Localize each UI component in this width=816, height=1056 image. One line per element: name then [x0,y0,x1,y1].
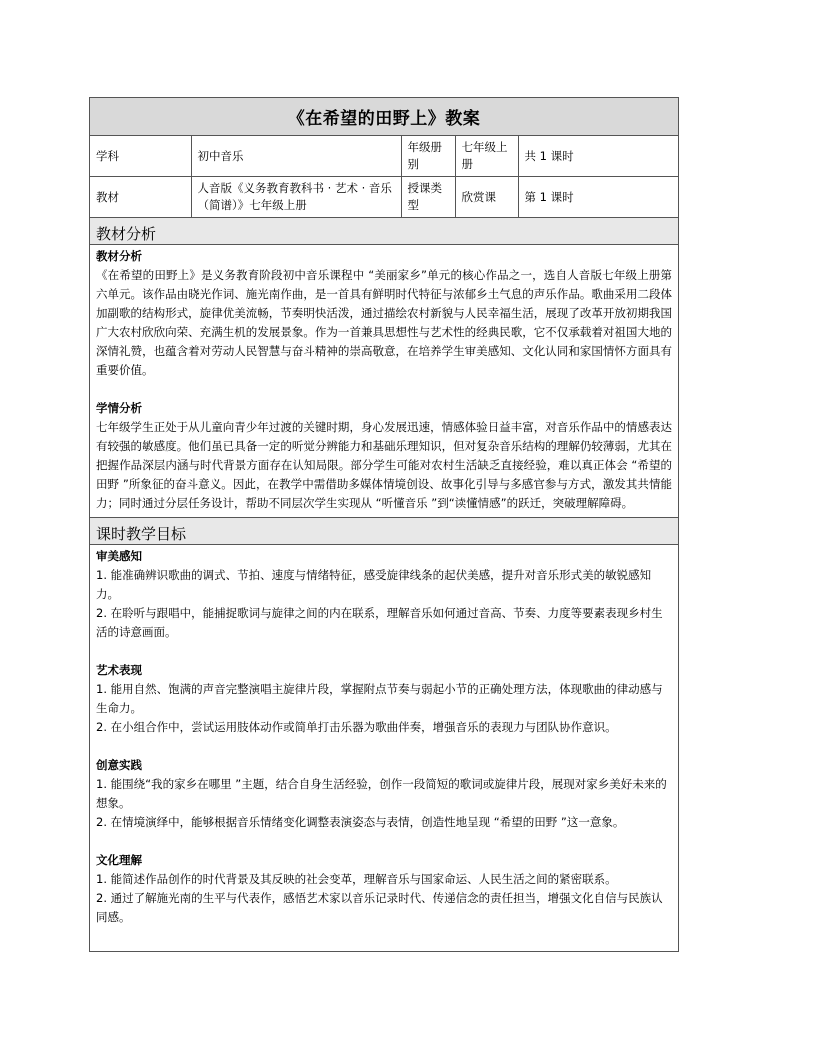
grade-value: 七年级上册 [455,136,518,177]
lesson-plan-sheet [89,97,679,952]
material-subheading: 教材分析 [96,249,142,263]
hours-value: 共 1 课时 [518,136,678,177]
objective-group-title: 艺术表现 [96,663,142,677]
objective-item: 2. 在小组合作中，尝试运用肢体动作或简单打击乐器为歌曲伴奏，增强音乐的表现力与团队协作意识。 [96,720,617,734]
objective-item: 2. 通过了解施光南的生平与代表作，感悟艺术家以音乐记录时代、传递信念的责任担当，增强文化自信与民族认同感。 [96,891,663,924]
analysis-heading: 教材分析 [90,218,678,245]
material-value: 人音版《义务教育教科书 · 艺术 · 音乐（简谱）》七年级上册 [191,177,401,218]
subject-value: 初中音乐 [191,136,401,177]
objectives-section [90,545,678,931]
type-value: 欣赏课 [455,177,518,218]
info-row-material [90,177,678,218]
objective-item: 1. 能简述作品创作的时代背景及其反映的社会变革，理解音乐与国家命运、人民生活之间的紧密联系。 [96,872,617,886]
grade-label: 年级册别 [401,136,455,177]
student-paragraph: 七年级学生正处于从儿童向青少年过渡的关键时期，身心发展迅速，情感体验日益丰富，对音乐作品中的情感表达有较强的敏感度。他们虽已具备一定的听觉分辨能力和基础乐理知识，但对复杂音乐结构的理解仍较薄弱，尤其在把握作品深层内涵与时代背景方面存在认知局限。部分学生可能对农村生活缺乏直接经验，难以真正体会 “希望的田野 ”所象征的奋斗意义。因此，在教学中需借助多媒体情境创设、故事化引导与多感官参与方式，激发其共情能力；同时通过分层任务设计，帮助不同层次学生实现从 “听懂音乐 ”到“读懂情感”的跃迁，突破理解障碍。 [96,420,672,510]
type-label: 授课类型 [401,177,455,218]
objective-group-title: 创意实践 [96,758,142,772]
objective-item: 1. 能用自然、饱满的声音完整演唱主旋律片段，掌握附点节奏与弱起小节的正确处理方法，体现歌曲的律动感与生命力。 [96,682,663,715]
info-row-subject [90,136,678,177]
info-table [90,136,678,218]
objective-item: 1. 能准确辨识歌曲的调式、节拍、速度与情绪特征，感受旋律线条的起伏美感，提升对音乐形式美的敏锐感知力。 [96,568,652,601]
objective-item: 1. 能围绕“我的家乡在哪里 ”主题，结合自身生活经验，创作一段简短的歌词或旋律片段，展现对家乡美好未来的想象。 [96,777,667,810]
subject-label: 学科 [90,136,191,177]
document-title: 《在希望的田野上》教案 [90,98,678,136]
student-subheading: 学情分析 [96,401,142,415]
objectives-heading: 课时教学目标 [90,518,678,545]
objective-item: 2. 在聆听与跟唱中，能捕捉歌词与旋律之间的内在联系，理解音乐如何通过音高、节奏、力度等要素表现乡村生活的诗意画面。 [96,606,663,639]
lesson-value: 第 1 课时 [518,177,678,218]
analysis-section [90,245,678,518]
material-paragraph: 《在希望的田野上》是义务教育阶段初中音乐课程中 “美丽家乡”单元的核心作品之一，选自人音版七年级上册第六单元。该作品由晓光作词、施光南作曲，是一首具有鲜明时代特征与浓郁乡土气息的声乐作品。歌曲采用二段体加副歌的结构形式，旋律优美流畅，节奏明快活泼，通过描绘农村新貌与人民幸福生活，展现了改革开放初期我国广大农村欣欣向荣、充满生机的发展景象。作为一首兼具思想性与艺术性的经典民歌，它不仅承载着对祖国大地的深情礼赞，也蕴含着对劳动人民智慧与奋斗精神的崇高敬意，在培养学生审美感知、文化认同和家国情怀方面具有重要价值。 [96,268,672,377]
material-label: 教材 [90,177,191,218]
objective-group-title: 审美感知 [96,549,142,563]
objective-group-title: 文化理解 [96,853,142,867]
objective-item: 2. 在情境演绎中，能够根据音乐情绪变化调整表演姿态与表情，创造性地呈现 “希望的田野 ”这一意象。 [96,815,625,829]
